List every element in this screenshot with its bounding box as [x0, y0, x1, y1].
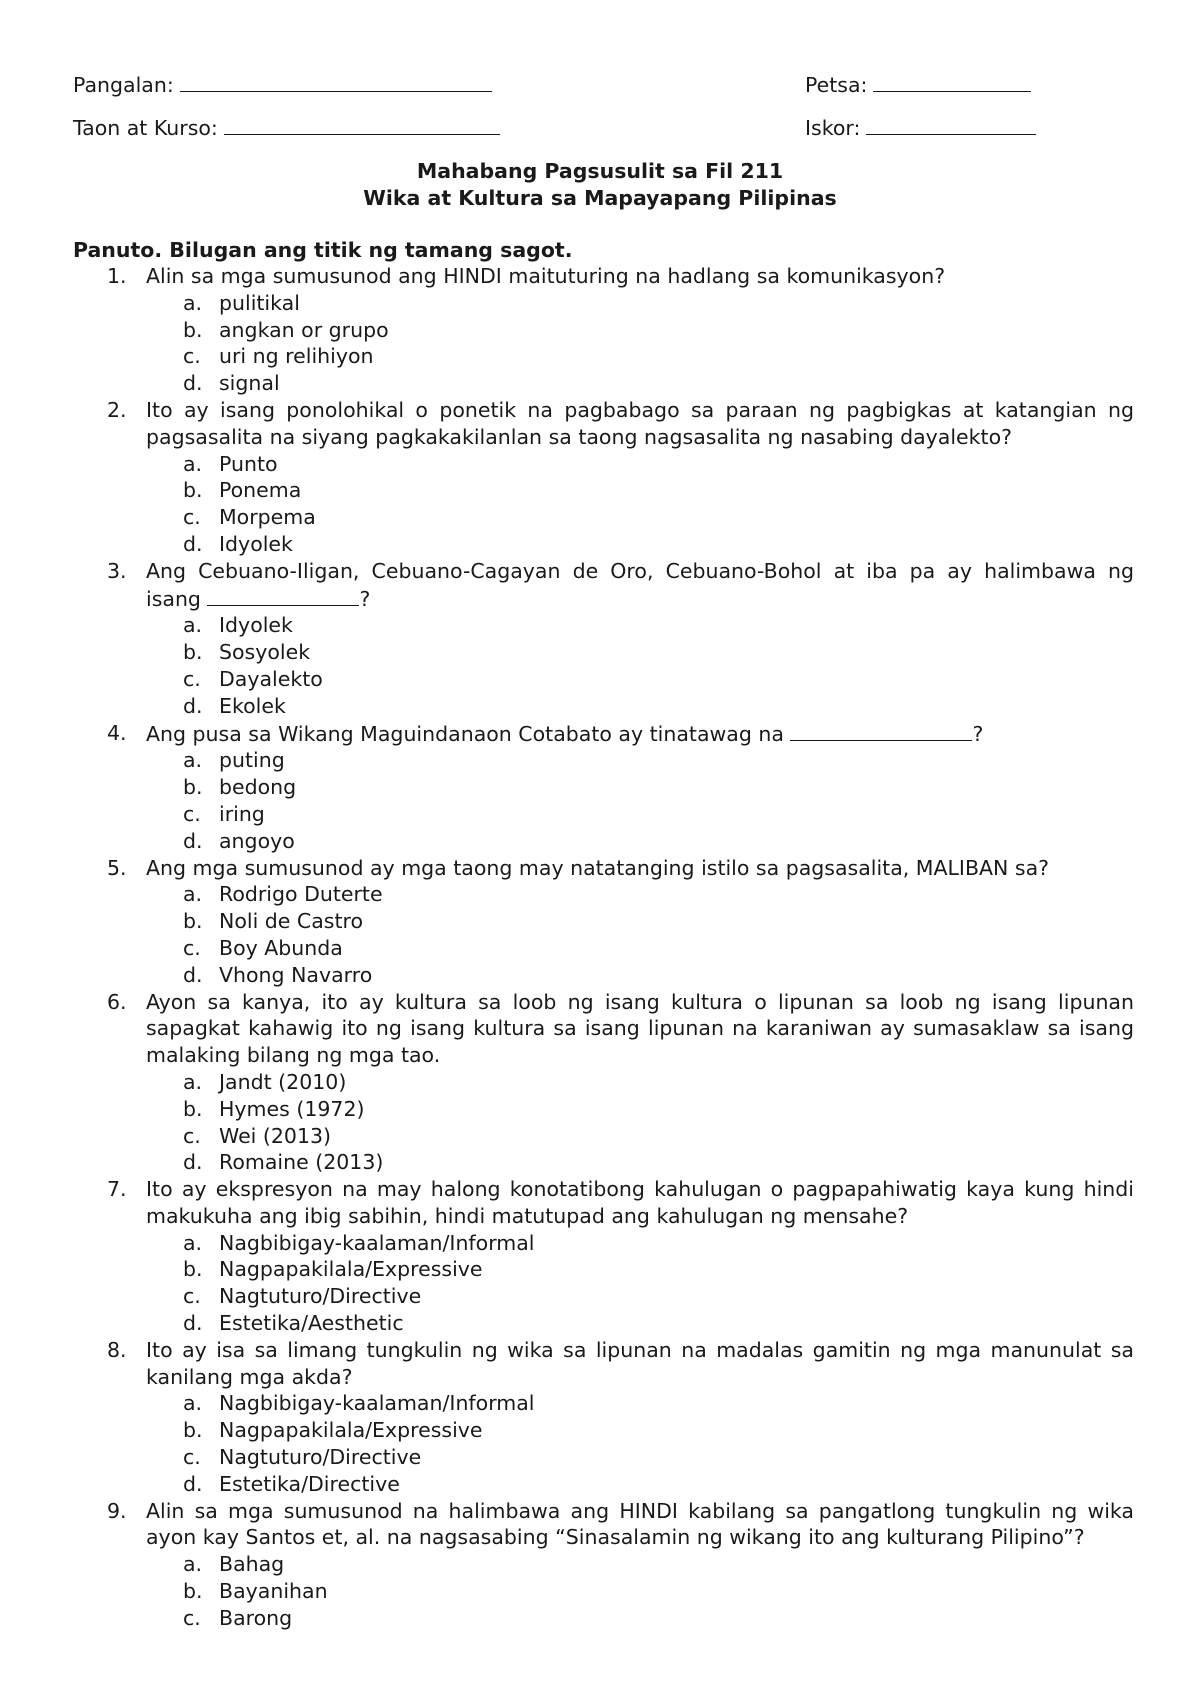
question-text: Ang mga sumusunod ay mga taong may natatanging istilo sa pagsasalita, MALIBAN sa?	[146, 855, 1050, 880]
choice-letter: a.	[183, 882, 203, 907]
choice-text: Noli de Castro	[219, 909, 364, 934]
question-text-before-blank: Ang pusa sa Wikang Maguindanaon Cotabato ay tinatawag na	[146, 721, 784, 746]
question-7	[0, 1176, 1200, 1337]
question-number: 6.	[107, 989, 127, 1014]
choice-letter: b.	[183, 1418, 203, 1443]
choice-list	[0, 1230, 1200, 1337]
name-label: Pangalan:	[73, 73, 174, 97]
year-course-blank	[224, 114, 500, 135]
choice-text: Bayanihan	[219, 1579, 328, 1604]
choice-list	[0, 1069, 1200, 1176]
choice-letter: c.	[183, 801, 201, 826]
name-field	[73, 71, 492, 99]
choice-letter: a.	[183, 748, 203, 773]
choice-text: Punto	[219, 451, 278, 476]
question-4	[0, 720, 1200, 855]
choice-d[interactable]	[0, 1310, 1200, 1337]
choice-d[interactable]	[0, 531, 1200, 558]
choice-d[interactable]	[0, 828, 1200, 855]
choice-b[interactable]	[0, 1417, 1200, 1444]
choice-letter: b.	[183, 478, 203, 503]
choice-a[interactable]	[0, 881, 1200, 908]
question-number: 2.	[107, 397, 127, 422]
date-blank	[873, 71, 1031, 92]
choice-b[interactable]	[0, 774, 1200, 801]
choice-letter: d.	[183, 371, 203, 396]
choice-letter: b.	[183, 909, 203, 934]
choice-text: angkan or grupo	[219, 317, 389, 342]
header-row-course-score	[73, 114, 1053, 142]
header-row-name-date	[73, 71, 1053, 99]
question-5	[0, 855, 1200, 989]
choice-c[interactable]	[0, 504, 1200, 531]
question-number: 1.	[107, 264, 127, 288]
choice-letter: b.	[183, 317, 203, 342]
choice-list	[0, 451, 1200, 558]
choice-text: Bahag	[219, 1552, 285, 1577]
question-list	[0, 263, 1200, 1632]
year-course-label: Taon at Kurso:	[73, 116, 218, 140]
choice-text: Barong	[219, 1605, 293, 1630]
question-text: Ito ay isang ponolohikal o ponetik na pagbabago sa paraan ng pagbigkas at katangian ng pagsasalita na siyang pagkakakilanlan sa taong nagsasalita ng nasabing dayalekto?	[146, 397, 1134, 449]
choice-letter: d.	[183, 1311, 203, 1336]
question-3	[0, 558, 1200, 720]
choice-letter: c.	[183, 666, 201, 691]
question-text: Ito ay ekspresyon na may halong konotatibong kahulugan o pagpapahiwatig kaya kung hindi makukuha ang ibig sabihin, hindi matutupad ang kahulugan ng mensahe?	[146, 1177, 1134, 1228]
question-1	[0, 263, 1200, 397]
question-text: Ayon sa kanya, ito ay kultura sa loob ng isang kultura o lipunan sa loob ng isang lipunan sapagkat kahawig ito ng isang kultura sa isang lipunan na karaniwan ay sumasaklaw sa isang malaking bilang ng mga tao.	[146, 989, 1134, 1068]
choice-letter: a.	[183, 1069, 203, 1094]
choice-letter: d.	[183, 962, 203, 987]
instructions: Panuto. Bilugan ang titik ng tamang sagot.	[73, 238, 573, 262]
choice-c[interactable]	[0, 1444, 1200, 1471]
question-text	[146, 558, 1134, 613]
choice-b[interactable]	[0, 1256, 1200, 1283]
choice-c[interactable]	[0, 1283, 1200, 1310]
question-text: Alin sa mga sumusunod ang HINDI maituturing na hadlang sa komunikasyon?	[146, 264, 946, 288]
choice-list	[0, 612, 1200, 719]
choice-letter: d.	[183, 1471, 203, 1496]
choice-text: Idyolek	[219, 613, 293, 638]
choice-c[interactable]	[0, 935, 1200, 962]
question-number: 4.	[107, 720, 127, 745]
choice-b[interactable]	[0, 639, 1200, 666]
choice-c[interactable]	[0, 801, 1200, 828]
exam-title	[0, 158, 1200, 212]
choice-text: Ponema	[219, 478, 302, 503]
question-number: 8.	[107, 1337, 127, 1362]
choice-list	[0, 881, 1200, 988]
choice-d[interactable]	[0, 370, 1200, 397]
choice-letter: c.	[183, 505, 201, 530]
choice-b[interactable]	[0, 317, 1200, 344]
choice-letter: b.	[183, 1579, 203, 1604]
choice-letter: a.	[183, 613, 203, 638]
choice-d[interactable]	[0, 1149, 1200, 1176]
choice-b[interactable]	[0, 1096, 1200, 1123]
choice-letter: d.	[183, 531, 203, 556]
question-number: 7.	[107, 1177, 127, 1202]
choice-list	[0, 290, 1200, 397]
choice-b[interactable]	[0, 1578, 1200, 1605]
choice-text: Hymes (1972)	[219, 1096, 365, 1121]
date-field	[805, 71, 1031, 99]
choice-list	[0, 1551, 1200, 1631]
question-8	[0, 1337, 1200, 1498]
choice-text: Nagpapakilala/Expressive	[219, 1257, 483, 1282]
choice-list	[0, 747, 1200, 854]
choice-letter: c.	[183, 1445, 201, 1470]
exam-title-line-2: Wika at Kultura sa Mapayapang Pilipinas	[363, 185, 837, 210]
choice-letter: c.	[183, 1284, 201, 1309]
choice-text: Jandt (2010)	[219, 1069, 347, 1094]
choice-a[interactable]	[0, 451, 1200, 478]
choice-d[interactable]	[0, 693, 1200, 720]
question-6	[0, 989, 1200, 1177]
choice-letter: a.	[183, 451, 203, 476]
question-number: 9.	[107, 1498, 127, 1523]
choice-text: Estetika/Directive	[219, 1471, 400, 1496]
choice-letter: c.	[183, 344, 201, 369]
choice-letter: a.	[183, 1230, 203, 1255]
choice-text: Dayalekto	[219, 666, 323, 691]
choice-text: Sosyolek	[219, 640, 311, 665]
score-blank	[866, 114, 1036, 135]
choice-text: Nagtuturo/Directive	[219, 1284, 422, 1309]
choice-letter: d.	[183, 1150, 203, 1175]
score-label: Iskor:	[805, 116, 861, 140]
choice-text: signal	[219, 371, 280, 396]
name-blank	[180, 71, 492, 92]
choice-c[interactable]	[0, 1123, 1200, 1150]
choice-letter: b.	[183, 1096, 203, 1121]
choice-text: Ekolek	[219, 693, 286, 718]
choice-text: Nagtuturo/Directive	[219, 1445, 422, 1470]
question-9	[0, 1498, 1200, 1632]
question-text-before-blank: Ang Cebuano-Iligan, Cebuano-Cagayan de Oro, Cebuano-Bohol at iba pa ay halimbawa ng isang	[146, 558, 1134, 611]
choice-text: uri ng relihiyon	[219, 344, 374, 369]
choice-a[interactable]	[0, 290, 1200, 317]
choice-text: Rodrigo Duterte	[219, 882, 383, 907]
choice-text: Estetika/Aesthetic	[219, 1311, 404, 1336]
question-text	[146, 720, 1134, 748]
choice-text: puting	[219, 748, 285, 773]
exam-title-line-1: Mahabang Pagsusulit sa Fil 211	[416, 159, 784, 183]
choice-letter: c.	[183, 1605, 201, 1630]
choice-letter: c.	[183, 935, 201, 960]
choice-a[interactable]	[0, 612, 1200, 639]
choice-letter: b.	[183, 775, 203, 800]
choice-letter: c.	[183, 1123, 201, 1148]
year-course-field	[73, 114, 500, 142]
choice-d[interactable]	[0, 962, 1200, 989]
question-number: 3.	[107, 558, 127, 583]
choice-c[interactable]	[0, 343, 1200, 370]
choice-text: pulitikal	[219, 290, 300, 315]
date-label: Petsa:	[805, 73, 868, 97]
choice-text: bedong	[219, 775, 297, 800]
choice-letter: a.	[183, 1391, 203, 1416]
choice-text: Boy Abunda	[219, 935, 343, 960]
choice-text: Wei (2013)	[219, 1123, 332, 1148]
choice-a[interactable]	[0, 1551, 1200, 1578]
question-text: Alin sa mga sumusunod na halimbawa ang HINDI kabilang sa pangatlong tungkulin ng wika ayon kay Santos et, al. na nagsasabing “Sinasalamin ng wikang ito ang kulturang Pilipino”?	[146, 1498, 1134, 1550]
choice-text: iring	[219, 801, 265, 826]
choice-text: Nagpapakilala/Expressive	[219, 1418, 483, 1443]
choice-text: angoyo	[219, 828, 295, 853]
choice-text: Nagbibigay-kaalaman/Informal	[219, 1391, 535, 1416]
choice-text: Romaine (2013)	[219, 1150, 384, 1175]
choice-d[interactable]	[0, 1471, 1200, 1498]
choice-a[interactable]	[0, 747, 1200, 774]
choice-letter: d.	[183, 828, 203, 853]
score-field	[805, 114, 1036, 142]
choice-letter: b.	[183, 1257, 203, 1282]
choice-a[interactable]	[0, 1230, 1200, 1257]
question-number: 5.	[107, 855, 127, 880]
question-text-after-blank: ?	[359, 586, 371, 611]
choice-letter: b.	[183, 640, 203, 665]
choice-text: Idyolek	[219, 531, 293, 556]
choice-b[interactable]	[0, 908, 1200, 935]
choice-letter: d.	[183, 693, 203, 718]
choice-text: Morpema	[219, 505, 316, 530]
answer-blank	[790, 720, 972, 741]
choice-a[interactable]	[0, 1069, 1200, 1096]
choice-list	[0, 1390, 1200, 1497]
answer-blank	[207, 585, 359, 606]
choice-letter: a.	[183, 290, 203, 315]
question-2	[0, 397, 1200, 558]
question-text: Ito ay isa sa limang tungkulin ng wika sa lipunan na madalas gamitin ng mga manunulat sa kanilang mga akda?	[146, 1337, 1134, 1389]
question-text-after-blank: ?	[972, 721, 984, 746]
choice-b[interactable]	[0, 477, 1200, 504]
choice-letter: a.	[183, 1552, 203, 1577]
choice-text: Vhong Navarro	[219, 962, 373, 987]
choice-text: Nagbibigay-kaalaman/Informal	[219, 1230, 535, 1255]
choice-a[interactable]	[0, 1390, 1200, 1417]
choice-c[interactable]	[0, 666, 1200, 693]
choice-c[interactable]	[0, 1605, 1200, 1632]
